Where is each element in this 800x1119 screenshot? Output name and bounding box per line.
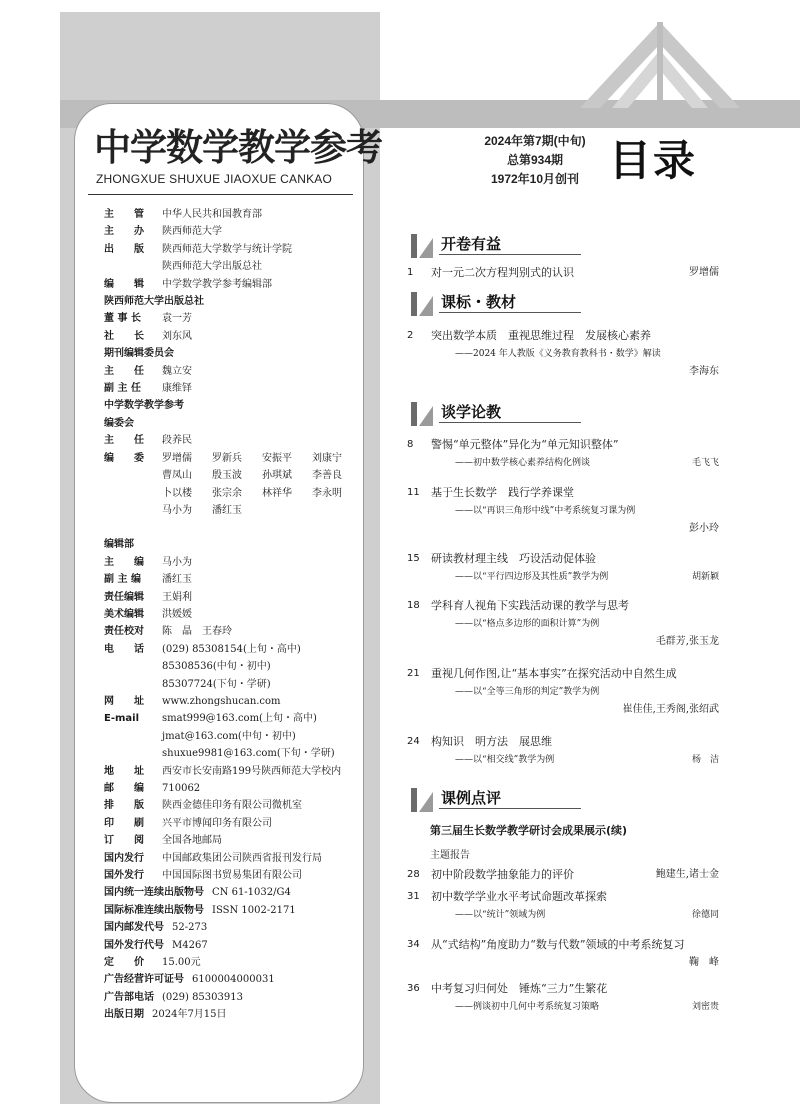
masthead-value: 中国国际图书贸易集团有限公司 [162,870,302,882]
masthead-row [104,328,366,345]
masthead-heading: 陕西师范大学出版总社 [104,296,204,308]
masthead-row [104,223,366,240]
series-heading: 第三届生长数学教学研讨会成果展示(续) [430,824,628,837]
board-member: 罗增儒 [162,452,192,464]
board-member: 潘红玉 [212,504,242,516]
masthead-row [104,832,366,849]
board-member: 刘康宁 [312,452,342,464]
masthead-value: 52-273 [172,922,208,934]
article-title: 构知识 明方法 展思维 [431,735,552,748]
logo-pinyin: ZHONGXUE SHUXUE JIAOXUE CANKAO [96,172,333,186]
masthead-value: 段养民 [162,435,192,447]
masthead-label: 邮 编 [104,783,144,794]
masthead-row [104,623,366,640]
masthead-heading: 编委会 [104,417,134,429]
section-marker-icon [407,400,435,428]
article-title: 初中数学学业水平考试命题改革探索 [431,890,607,903]
toc-entry[interactable] [407,484,719,538]
masthead-value: 中国邮政集团公司陕西省报刊发行局 [162,852,322,864]
masthead-row [104,884,366,901]
masthead-row [104,380,366,397]
masthead-value: 陕西师范大学出版总社 [162,261,262,273]
masthead-row [104,902,366,919]
masthead-row [104,867,366,884]
article-subtitle: ——以“统计”领域为例 [455,910,546,920]
article-title: 中考复习归何处 锤炼“三力”生繁花 [431,982,608,995]
editorial-board-row [104,450,366,520]
page-number: 36 [407,983,420,994]
masthead-label: 印 刷 [104,817,144,829]
masthead-label: 主 任 [104,435,144,447]
masthead-value: 陕西金德佳印务有限公司微机室 [162,800,302,812]
article-title: 基于生长数学 践行学养课堂 [431,486,574,499]
masthead-label: 国内邮发代号 [104,922,164,934]
article-subtitle: ——以“平行四边形及其性质”教学为例 [455,572,609,582]
section-underline [439,254,581,255]
masthead-label: 地 址 [104,765,144,777]
masthead-row [104,658,366,675]
article-author: 李海东 [689,366,719,377]
article-subtitle: ——以“全等三角形的判定”教学为例 [455,687,600,697]
section-title: 谈学论教 [441,403,502,421]
page-number: 18 [407,600,420,611]
board-member: 张宗余 [212,487,242,499]
masthead-label: 排 版 [104,800,144,812]
masthead-row [104,676,366,693]
toc-title: 目录 [609,136,698,185]
masthead-value: 陕西师范大学 [162,226,222,238]
toc-entry[interactable] [407,597,719,651]
masthead-label: E-mail [104,713,140,725]
masthead-row [104,728,366,745]
masthead-label: 出版日期 [104,1009,144,1021]
article-title: 对一元二次方程判别式的认识 [431,266,574,279]
page-number: 15 [407,553,420,564]
phone-number: (029) 85308154(上旬・高中) [162,643,301,655]
masthead-row [104,937,366,954]
masthead-row [104,745,366,762]
masthead-row [104,763,366,780]
masthead-label: 订 阅 [104,835,144,847]
toc-section-header [407,230,577,262]
logo-rule [88,194,353,195]
board-member: 罗新兵 [212,452,242,464]
masthead-row [104,710,366,727]
masthead-value: 袁一芳 [162,313,192,325]
article-subtitle: ——2024 年人教版《义务教育教科书・数学》解读 [455,349,661,359]
toc-entry[interactable] [407,936,719,972]
article-title: 从“式结构”角度助力“数与代数”领域的中考系统复习 [431,938,685,951]
article-author: 杨 洁 [691,755,719,765]
masthead-label: 美术编辑 [104,608,144,620]
article-author: 崔佳佳,王秀阁,张绍武 [622,704,719,715]
masthead-row [104,693,366,710]
section-marker-icon [407,232,435,260]
masthead-row [104,1006,366,1023]
toc-entry[interactable] [407,264,719,282]
page-number: 31 [407,891,420,902]
masthead-list [104,206,366,1024]
masthead-row [104,276,366,293]
publish-date: 2024年7月15日 [152,1009,227,1021]
masthead-label: 定 价 [104,957,144,969]
article-subtitle: ——初中数学核心素养结构化例谈 [455,458,591,468]
masthead-value: 魏立安 [162,365,192,377]
masthead-label: 网 址 [104,695,144,707]
section-title: 开卷有益 [441,235,502,253]
masthead-label [104,745,162,762]
article-title: 学科育人视角下实践活动课的教学与思考 [431,599,629,612]
toc-section-header [407,398,577,430]
section-title: 课例点评 [441,789,502,807]
magazine-logo [92,118,382,172]
phone-number: 85307724(下旬・学研) [162,678,271,690]
toc-entry[interactable] [407,980,719,1016]
page-number: 2 [407,330,414,341]
board-member: 李永明 [312,487,342,499]
article-author: 彭小玲 [689,523,719,534]
toc-section-header [407,288,577,320]
price: 15.00元 [162,957,201,969]
masthead-value: 兴平市博闻印务有限公司 [162,817,272,829]
email-address: jmat@163.com(中旬・初中) [162,730,296,742]
masthead-value: M4267 [172,939,208,951]
article-author: 毛群芳,张玉龙 [655,636,719,647]
masthead-value: 潘红玉 [162,574,192,586]
masthead-row [104,919,366,936]
article-title: 重视几何作图,让“基本事实”在探究活动中自然生成 [431,667,677,680]
masthead-value: 710062 [162,783,201,794]
masthead-value: 洪媛媛 [162,608,192,620]
toc-entry[interactable] [407,866,719,884]
masthead-row [104,589,366,606]
masthead-label [104,728,162,745]
masthead-row [104,606,366,623]
toc-entry[interactable] [407,733,719,769]
total-issue: 总第934期 [506,153,564,167]
masthead-value: 刘东风 [162,330,192,342]
page-number: 8 [407,439,414,450]
spacer [104,519,366,536]
masthead-label: 主 办 [104,226,144,238]
masthead-row [104,554,366,571]
masthead-label: 社 长 [104,330,144,342]
page-number: 1 [407,267,414,278]
masthead-row [104,241,366,258]
website-url: www.zhongshucan.com [162,695,281,707]
toc-section-header [407,784,577,816]
series-subheading: 主题报告 [430,850,470,861]
masthead-label: 广告经营许可证号 [104,974,184,986]
masthead-value: 6100004000031 [192,974,275,986]
board-member: 安振平 [262,452,292,464]
roof-truss-graphic [580,20,740,110]
masthead-value: CN 61-1032/G4 [212,887,291,899]
phone-number: 85308536(中旬・初中) [162,661,271,673]
masthead-value: 中华人民共和国教育部 [162,209,262,220]
section-underline [439,422,581,423]
masthead-row [104,432,366,449]
section-marker-icon [407,786,435,814]
article-title: 初中阶段数学抽象能力的评价 [431,868,574,881]
article-author: 胡新颖 [691,572,719,582]
masthead-row [104,641,366,658]
masthead-label [104,258,162,275]
founded-date: 1972年10月创刊 [490,172,580,186]
masthead-value: 王娟利 [162,591,192,603]
masthead-label: 广告部电话 [104,991,154,1003]
section-underline [439,312,581,313]
masthead-label: 电 话 [104,643,144,655]
page-number: 24 [407,736,420,747]
masthead-label: 国际标准连续出版物号 [104,904,204,916]
masthead-row [104,310,366,327]
article-subtitle: ——例谈初中几何中考系统复习策略 [455,1002,600,1012]
email-address: shuxue9981@163.com(下旬・学研) [162,748,335,760]
masthead-heading: 期刊编辑委员会 [104,348,174,360]
masthead-label: 责任校对 [104,626,144,638]
board-member: 孙琪斌 [262,470,292,482]
section-underline [439,808,581,809]
toc-entry[interactable] [407,436,719,472]
page-number: 34 [407,939,420,950]
masthead-row [104,258,366,275]
page-number: 21 [407,668,420,679]
masthead-label: 编 委 [104,452,144,464]
board-member: 曹凤山 [162,470,192,482]
masthead-label: 主 管 [104,209,144,220]
issue-info [460,132,610,189]
masthead-label: 主 编 [104,556,144,568]
article-subtitle: ——以“格点多边形的面积计算”为例 [455,619,600,629]
article-title: 警惕“单元整体”异化为“单元知识整体” [431,438,619,451]
page-number: 11 [407,487,420,498]
article-author: 刘密贵 [691,1002,719,1012]
masthead-label: 责任编辑 [104,591,144,603]
masthead-row [104,954,366,971]
masthead-heading: 编辑部 [104,539,134,551]
masthead-row [104,797,366,814]
article-author: 鲍建生,诸士金 [655,869,719,880]
masthead-value: (029) 85303913 [162,991,243,1003]
toc-entry[interactable] [407,888,719,924]
masthead-label: 国内统一连续出版物号 [104,887,204,899]
masthead-heading: 中学数学教学参考 [104,400,184,412]
article-subtitle: ——以“再识三角形中线”中考系统复习课为例 [455,506,636,516]
board-member: 殷玉波 [212,470,242,482]
issue-number: 2024年第7期(中旬) [484,134,586,148]
masthead-label: 副 主 编 [104,574,141,586]
masthead-value: ISSN 1002-2171 [212,904,296,916]
article-author: 罗增儒 [689,267,719,278]
email-address: smat999@163.com(上旬・高中) [162,713,317,725]
masthead-label: 董 事 长 [104,313,141,325]
masthead-row [104,571,366,588]
section-title: 课标・教材 [441,293,517,311]
masthead-label: 国外发行 [104,870,144,882]
masthead-label: 国内发行 [104,852,144,864]
masthead-label [104,676,162,693]
masthead-label: 副 主 任 [104,383,141,395]
masthead-row [104,971,366,988]
masthead-row [104,850,366,867]
masthead-value: 中学数学教学参考编辑部 [162,278,272,290]
masthead-value: 马小为 [162,556,192,568]
masthead-value: 陈 晶 王春玲 [162,626,232,638]
article-title: 研读教材理主线 巧设活动促体验 [431,552,596,565]
section-marker-icon [407,290,435,318]
masthead-label [104,658,162,675]
masthead-value: 西安市长安南路199号陕西师范大学校内 [162,765,342,777]
masthead-label: 出 版 [104,243,144,255]
masthead-row [104,815,366,832]
editorial-board-names [162,450,362,520]
toc-entry[interactable] [407,665,719,719]
masthead-row [104,206,366,223]
masthead-row [104,363,366,380]
article-author: 鞠 峰 [689,957,719,968]
board-member: 卜以楼 [162,487,192,499]
board-member: 李善良 [312,470,342,482]
masthead-value: 陕西师范大学数学与统计学院 [162,243,292,255]
masthead-label: 国外发行代号 [104,939,164,951]
masthead-row [104,780,366,797]
masthead-label: 主 任 [104,365,144,377]
masthead-row [104,989,366,1006]
article-title: 突出数学本质 重视思维过程 发展核心素养 [431,329,651,342]
article-author: 徐德同 [691,910,719,920]
board-member: 林祥华 [262,487,292,499]
toc-entry[interactable] [407,550,719,586]
masthead-label: 编 辑 [104,278,144,290]
page-number: 28 [407,869,420,880]
masthead-value: 康维铎 [162,383,192,395]
masthead-value: 全国各地邮局 [162,835,222,847]
toc-entry[interactable] [407,327,719,381]
article-subtitle: ——以“相交线”教学为例 [455,755,555,765]
svg-text:中学数学教学参考: 中学数学教学参考 [94,125,382,169]
article-author: 毛飞飞 [691,458,719,468]
board-member: 马小为 [162,504,192,516]
